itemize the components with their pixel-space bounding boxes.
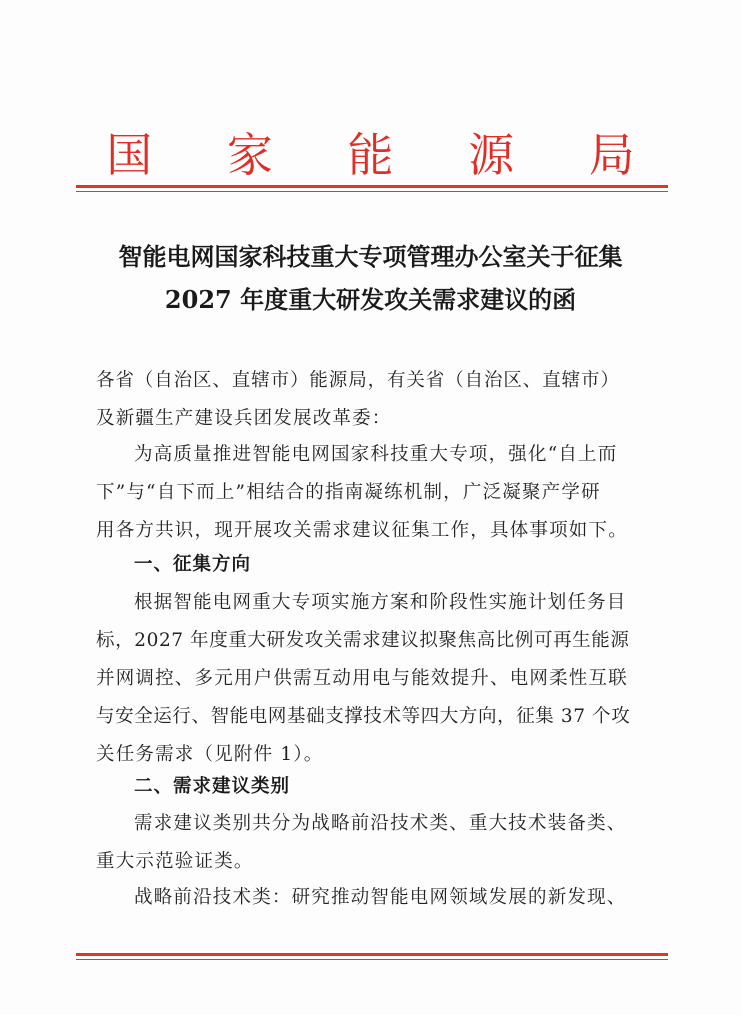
paragraph-line: 根据智能电网重大专项实施方案和阶段性实施计划任务目 <box>134 592 627 613</box>
section-2-item-1 <box>96 879 648 917</box>
paragraph-line: 重大示范验证类。 <box>96 851 254 872</box>
paragraph-line: 为高质量推进智能电网国家科技重大专项，强化“自上而 <box>134 444 618 465</box>
section-1-paragraph <box>96 584 648 774</box>
agency-letterhead: 国 家 能 源 局 <box>106 128 665 182</box>
paragraph-line: 需求建议类别共分为战略前沿技术类、重大技术装备类、 <box>134 813 627 834</box>
salutation-line: 及新疆生产建设兵团发展改革委： <box>96 408 392 429</box>
document-title-line-2: 2027 年度重大研发攻关需求建议的函 <box>164 285 577 314</box>
section-heading-2: 二、需求建议类别 <box>134 776 291 797</box>
red-rule-thin <box>76 959 668 960</box>
footer-red-rule <box>76 953 668 960</box>
paragraph-line: 战略前沿技术类：研究推动智能电网领域发展的新发现、 <box>134 887 627 908</box>
paragraph-line: 下”与“自下而上”相结合的指南凝练机制，广泛凝聚产学研 <box>96 482 601 503</box>
salutation-line: 各省（自治区、直辖市）能源局，有关省（自治区、直辖市） <box>96 370 620 391</box>
paragraph-line: 并网调控、多元用户供需互动用电与能效提升、电网柔性互联 <box>96 668 628 689</box>
intro-paragraph <box>96 436 648 550</box>
paragraph-line: 关任务需求（见附件 1）。 <box>96 744 324 765</box>
paragraph-line: 用各方共识，现开展攻关需求建议征集工作，具体事项如下。 <box>96 520 628 541</box>
document-title-line-1: 智能电网国家科技重大专项管理办公室关于征集 <box>118 242 623 271</box>
paragraph-line: 标，2027 年度重大研发攻关需求建议拟聚焦高比例可再生能源 <box>96 630 630 651</box>
section-2-paragraph <box>96 805 648 881</box>
red-rule-thin <box>76 191 668 192</box>
letterhead-red-rule <box>76 185 668 192</box>
section-heading-1: 一、征集方向 <box>134 554 252 575</box>
salutation <box>96 362 648 438</box>
paragraph-line: 与安全运行、智能电网基础支撑技术等四大方向，征集 37 个攻 <box>96 706 631 727</box>
